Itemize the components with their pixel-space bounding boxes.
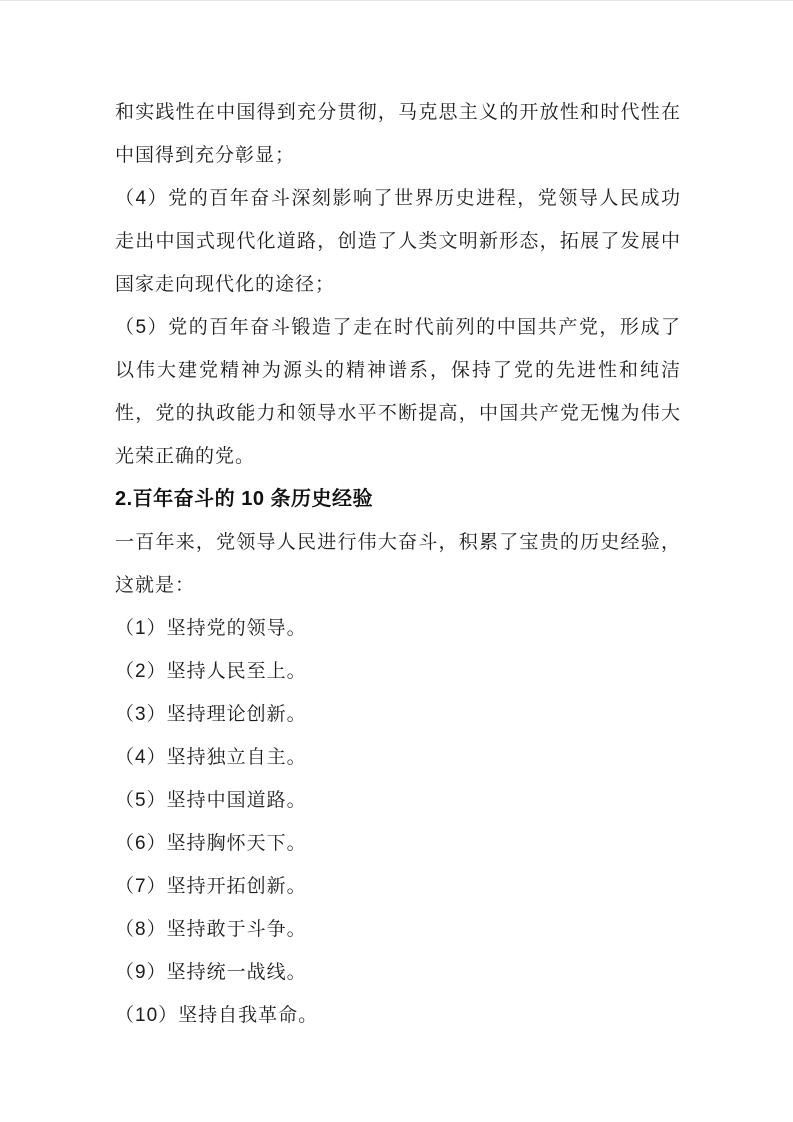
experience-item-6: （6）坚持胸怀天下。	[115, 833, 307, 854]
experience-item-10: （10）坚持自我革命。	[115, 1005, 319, 1026]
body-paragraph-point-4: （4）党的百年奋斗深刻影响了世界历史进程，党领导人民成功走出中国式现代化道路，创造了人类文明新形态，拓展了发展中国家走向现代化的途径；	[115, 188, 681, 295]
experience-item-7: （7）坚持开拓创新。	[115, 876, 307, 897]
experience-item-3: （3）坚持理论创新。	[115, 704, 307, 725]
intro-paragraph: 一百年来，党领导人民进行伟大奋斗，积累了宝贵的历史经验，这就是：	[115, 532, 681, 596]
experience-item-4: （4）坚持独立自主。	[115, 747, 307, 768]
document-content	[115, 91, 681, 1037]
section-heading: 2.百年奋斗的 10 条历史经验	[115, 488, 374, 510]
experience-item-9: （9）坚持统一战线。	[115, 962, 307, 983]
body-paragraph-continuation: 和实践性在中国得到充分贯彻，马克思主义的开放性和时代性在中国得到充分彰显；	[115, 102, 681, 166]
experience-item-5: （5）坚持中国道路。	[115, 790, 307, 811]
experience-item-1: （1）坚持党的领导。	[115, 618, 307, 639]
body-paragraph-point-5: （5）党的百年奋斗锻造了走在时代前列的中国共产党，形成了以伟大建党精神为源头的精神谱系，保持了党的先进性和纯洁性，党的执政能力和领导水平不断提高，中国共产党无愧为伟大光荣正确的党。	[115, 317, 681, 467]
experience-item-8: （8）坚持敢于斗争。	[115, 919, 307, 940]
experience-item-2: （2）坚持人民至上。	[115, 661, 307, 682]
